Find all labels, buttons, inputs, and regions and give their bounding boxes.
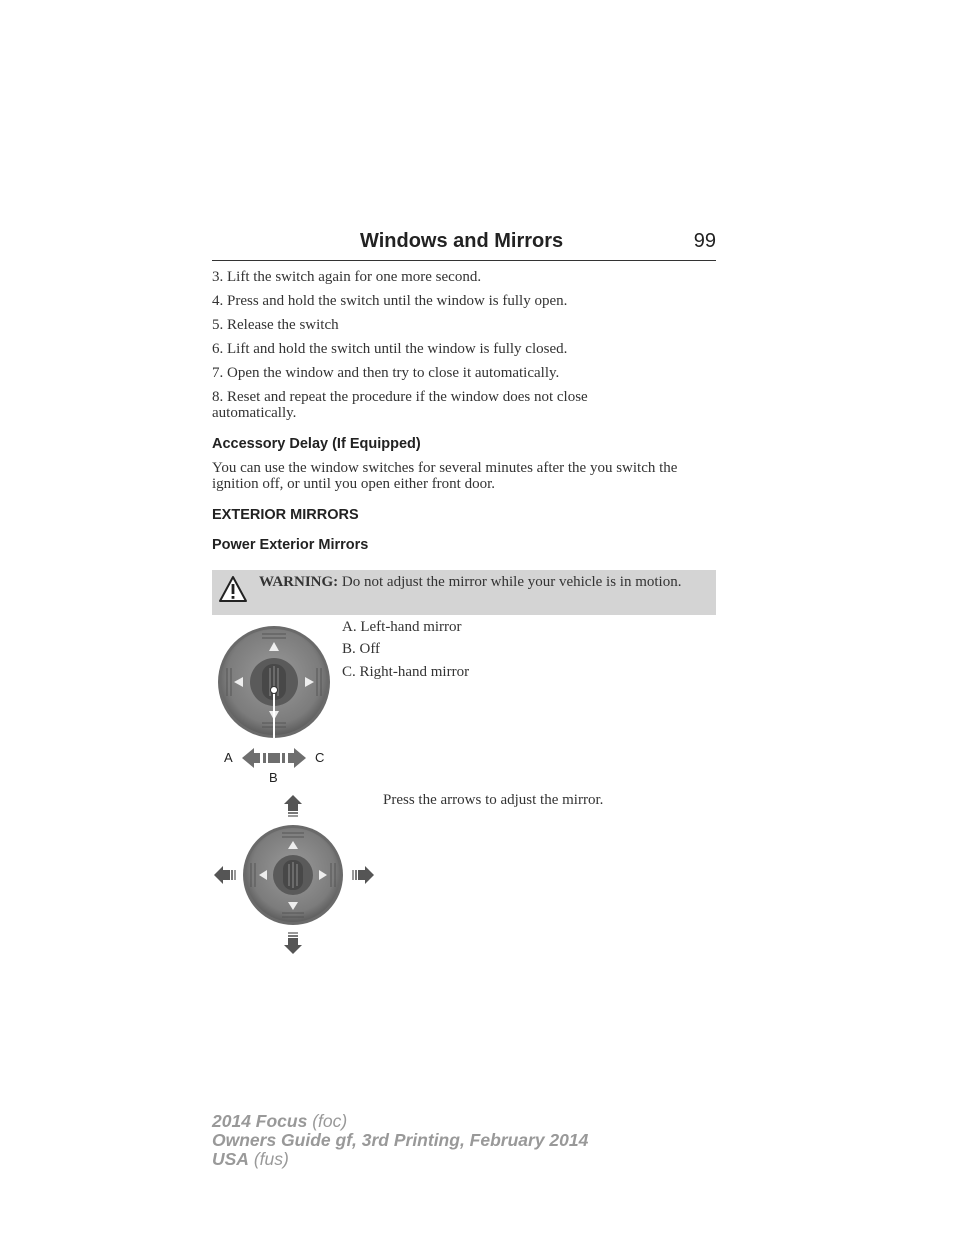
footer-region: USA	[212, 1149, 249, 1169]
warning-triangle-icon	[218, 575, 248, 603]
warning-text	[259, 573, 709, 592]
mirror-selector-illustration	[212, 620, 337, 788]
page-header	[212, 230, 716, 261]
footer-model: 2014 Focus	[212, 1111, 308, 1131]
figure2-caption: Press the arrows to adjust the mirror.	[383, 792, 604, 808]
footer-line-model	[212, 1112, 588, 1131]
step-6: 6. Lift and hold the switch until the window is fully closed.	[212, 341, 568, 357]
mirror-adjust-illustration	[212, 793, 378, 959]
step-4: 4. Press and hold the switch until the window is fully open.	[212, 293, 568, 309]
step-5: 5. Release the switch	[212, 317, 339, 333]
step-3: 3. Lift the switch again for one more second.	[212, 269, 482, 285]
section-title: Windows and Mirrors	[360, 230, 564, 252]
label-b: B	[269, 770, 278, 785]
footer-line-guide	[212, 1131, 588, 1150]
exterior-mirrors-heading: EXTERIOR MIRRORS	[212, 507, 359, 523]
page-footer	[212, 1112, 588, 1169]
legend-item-b: B. Off	[342, 641, 381, 657]
warning-box	[212, 570, 716, 615]
step-8: 8. Reset and repeat the procedure if the window does not close automatically.	[212, 389, 588, 421]
arrow-left-icon	[214, 866, 236, 884]
warning-label: WARNING:	[259, 574, 339, 590]
accessory-delay-body: You can use the window switches for several minutes after the you switch the ignition off, or until you open either front door.	[212, 460, 678, 492]
arrow-down-icon	[284, 932, 302, 954]
arrow-up-icon	[284, 795, 302, 817]
legend-item-c: C. Right-hand mirror	[342, 664, 470, 680]
legend-item-a: A. Left-hand mirror	[342, 619, 462, 635]
accessory-delay-heading: Accessory Delay (If Equipped)	[212, 436, 421, 452]
arrow-right-icon	[352, 866, 374, 884]
warning-message: Do not adjust the mirror while your vehicle is in motion.	[338, 574, 682, 590]
label-c: C	[315, 750, 325, 765]
footer-region-code: (fus)	[253, 1149, 289, 1169]
footer-guide: Owners Guide gf, 3rd Printing, February 2014	[212, 1130, 589, 1150]
power-exterior-mirrors-heading: Power Exterior Mirrors	[212, 537, 369, 553]
step-7: 7. Open the window and then try to close it automatically.	[212, 365, 560, 381]
label-a: A	[224, 750, 233, 765]
page-number: 99	[693, 230, 716, 252]
footer-line-region	[212, 1150, 588, 1169]
footer-model-code: (foc)	[312, 1111, 348, 1131]
